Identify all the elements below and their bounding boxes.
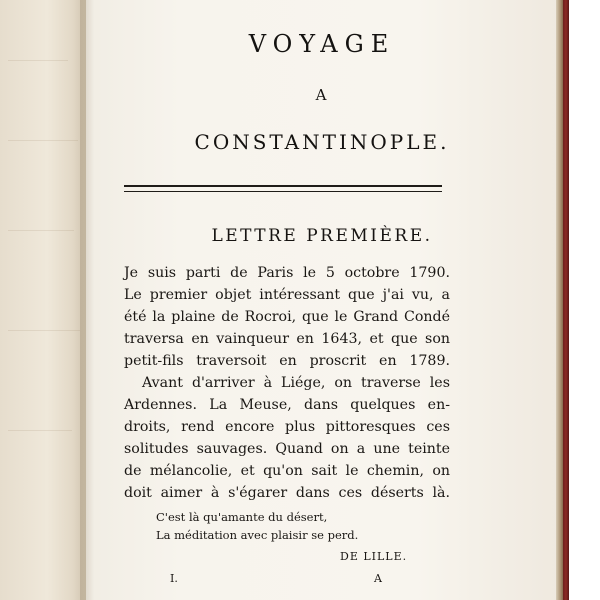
body-line: solitudes sauvages. Quand on a une teinte (124, 441, 450, 457)
letter-heading: LETTRE PREMIÈRE. (211, 226, 433, 246)
verse-line: La méditation avec plaisir se perd. (156, 528, 359, 542)
body-line: petit-fils traversoit en proscrit en 1789. (124, 353, 450, 369)
show-through-line (8, 330, 80, 331)
body-line: Avant d'arriver à Liége, on traverse les (142, 375, 450, 391)
book-cover-edge (563, 0, 569, 600)
body-line: doit aimer à s'égarer dans ces déserts là. (124, 485, 450, 501)
verse-line: C'est là qu'amante du désert, (156, 510, 328, 524)
body-line: Le premier objet intéressant que j'ai vu, a (124, 287, 450, 303)
signature-mark: I. (170, 572, 178, 585)
title-constantinople: CONSTANTINOPLE. (194, 130, 450, 154)
left-page (0, 0, 86, 600)
catchword: A (374, 572, 382, 585)
show-through-line (8, 430, 72, 431)
body-line: Je suis parti de Paris le 5 octobre 1790. (124, 265, 450, 281)
title-voyage: VOYAGE (248, 30, 396, 58)
show-through-line (8, 140, 78, 141)
show-through-line (8, 230, 74, 231)
body-line: traversa en vainqueur en 1643, et que son (124, 331, 450, 347)
body-line: droits, rend encore plus pittoresques ces (124, 419, 450, 435)
show-through-line (8, 60, 68, 61)
double-rule-thin (124, 191, 442, 192)
title-a: A (315, 86, 329, 104)
body-line: de mélancolie, et qu'on sait le chemin, on (124, 463, 450, 479)
double-rule-thick (124, 185, 442, 187)
body-line: Ardennes. La Meuse, dans quelques en- (124, 397, 450, 413)
quote-attribution: DE LILLE. (340, 550, 408, 563)
body-line: été la plaine de Rocroi, que le Grand Condé (124, 309, 450, 325)
